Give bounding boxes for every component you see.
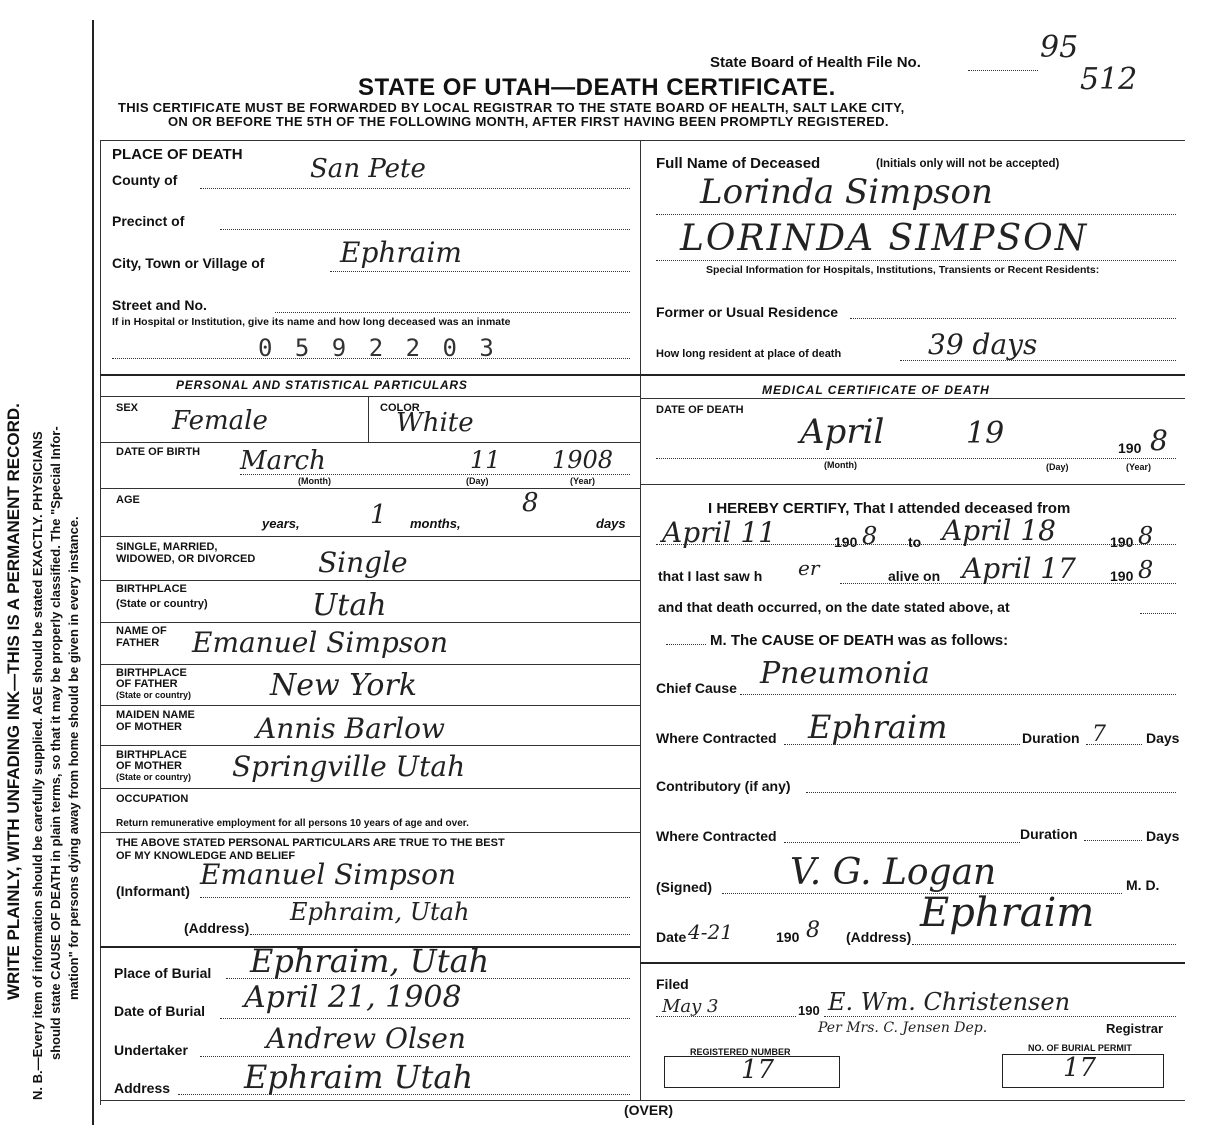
attended-year-1-hw: 8 bbox=[862, 522, 878, 550]
birthplace-label-2: (State or country) bbox=[116, 598, 208, 610]
signed-label: (Signed) bbox=[656, 879, 712, 895]
chief-cause-label: Chief Cause bbox=[656, 680, 737, 696]
age-days-value: 8 bbox=[522, 488, 539, 518]
name-line-1 bbox=[656, 214, 1176, 215]
informant-address-value: Ephraim, Utah bbox=[290, 898, 470, 926]
duration-line bbox=[1086, 744, 1142, 745]
resident-duration-value: 39 days bbox=[928, 328, 1038, 361]
attended-from: April 11 bbox=[662, 516, 776, 549]
file-number-label: State Board of Health File No. bbox=[710, 54, 921, 71]
second-where-line bbox=[784, 842, 1020, 843]
row-rule-9 bbox=[100, 788, 640, 789]
where-contracted-label: Where Contracted bbox=[656, 730, 777, 746]
informant-address-label: (Address) bbox=[184, 920, 250, 936]
special-info-label: Special Information for Hospitals, Institutions, Transients or Recent Residents: bbox=[706, 264, 1100, 276]
precinct-line bbox=[220, 229, 630, 230]
chief-cause-value: Pneumonia bbox=[760, 656, 930, 691]
medical-section-top bbox=[640, 374, 1185, 376]
dob-year: 1908 bbox=[552, 446, 614, 474]
where-contracted-value: Ephraim bbox=[808, 708, 948, 746]
filed-date: May 3 bbox=[662, 996, 719, 1017]
informant-certify-2: OF MY KNOWLEDGE AND BELIEF bbox=[116, 850, 296, 862]
filing-section-top bbox=[640, 962, 1185, 964]
undertaker-address-value: Ephraim Utah bbox=[244, 1058, 474, 1096]
physician-signature: V. G. Logan bbox=[790, 852, 997, 893]
second-days-label: Days bbox=[1146, 828, 1180, 844]
age-months-value: 1 bbox=[370, 500, 387, 530]
mother-value: Annis Barlow bbox=[256, 712, 445, 745]
row-rule-8 bbox=[100, 745, 640, 746]
county-line bbox=[200, 188, 630, 189]
marital-label-2: WIDOWED, OR DIVORCED bbox=[116, 553, 256, 565]
medical-rule-1 bbox=[640, 484, 1185, 485]
row-rule-4 bbox=[100, 580, 640, 581]
father-bp-label-3: (State or country) bbox=[116, 690, 192, 700]
informant-address-line bbox=[250, 934, 630, 935]
contributory-line bbox=[806, 792, 1176, 793]
street-label: Street and No. bbox=[112, 297, 207, 313]
resident-duration-label: How long resident at place of death bbox=[656, 348, 842, 360]
city-label: City, Town or Village of bbox=[112, 255, 265, 271]
last-saw-year: 190 bbox=[1110, 568, 1134, 584]
mother-bp-label-3: (State or country) bbox=[116, 772, 192, 782]
to-label: to bbox=[908, 534, 922, 550]
death-month: April bbox=[800, 412, 885, 452]
informant-certify-1: THE ABOVE STATED PERSONAL PARTICULARS ARE TRUE TO THE BEST bbox=[116, 837, 505, 849]
second-duration-line bbox=[1084, 840, 1142, 841]
row-rule-3 bbox=[100, 536, 640, 537]
row-rule-6 bbox=[100, 664, 640, 665]
top-rule bbox=[100, 140, 1185, 141]
dob-month-caption: (Month) bbox=[298, 476, 331, 486]
filed-label: Filed bbox=[656, 976, 689, 992]
burial-date-value: April 21, 1908 bbox=[244, 980, 462, 1015]
undertaker-value: Andrew Olsen bbox=[266, 1022, 466, 1055]
over-label: (OVER) bbox=[624, 1102, 673, 1118]
burial-place-label: Place of Burial bbox=[114, 965, 212, 981]
full-name-label: Full Name of Deceased bbox=[656, 155, 821, 172]
attended-year-1: 190 bbox=[834, 534, 858, 550]
physician-address-value: Ephraim bbox=[920, 890, 1095, 936]
death-date-line bbox=[656, 458, 1176, 459]
marital-value: Single bbox=[318, 546, 408, 579]
dob-month: March bbox=[240, 446, 326, 476]
registered-number-value: 17 bbox=[741, 1055, 775, 1085]
time-line bbox=[666, 644, 706, 645]
md-label: M. D. bbox=[1126, 877, 1160, 893]
father-bp-value: New York bbox=[270, 668, 417, 703]
medical-heading-rule bbox=[640, 398, 1185, 399]
death-day-caption: (Day) bbox=[1046, 462, 1069, 472]
place-of-death-heading: PLACE OF DEATH bbox=[112, 146, 243, 163]
deceased-name-print: LORINDA SIMPSON bbox=[680, 218, 1089, 259]
marital-label-1: SINGLE, MARRIED, bbox=[116, 541, 218, 553]
row-rule-10 bbox=[100, 832, 640, 833]
instruction-note-2: should state CAUSE OF DEATH in plain terms, so that it may be properly classified. The "Special Infor- bbox=[48, 426, 63, 1060]
city-value: Ephraim bbox=[340, 236, 462, 269]
personal-heading: PERSONAL AND STATISTICAL PARTICULARS bbox=[176, 378, 468, 392]
mother-label-2: OF MOTHER bbox=[116, 721, 182, 733]
age-label: AGE bbox=[116, 494, 140, 506]
color-value: White bbox=[396, 408, 474, 438]
physician-address-label: (Address) bbox=[846, 929, 912, 945]
hospital-note: If in Hospital or Institution, give its name and how long deceased was an inmate bbox=[112, 316, 511, 328]
instruction-note-3: mation" for persons dying away from home should be given in every instance. bbox=[66, 516, 81, 1000]
occupation-label: OCCUPATION bbox=[116, 793, 189, 805]
personal-heading-rule bbox=[100, 396, 640, 397]
file-number-bottom: 512 bbox=[1080, 62, 1138, 97]
registered-number-label: REGISTERED NUMBER bbox=[690, 1047, 791, 1057]
registrar-signature: E. Wm. Christensen bbox=[828, 988, 1071, 1016]
burial-date-line bbox=[220, 1018, 630, 1019]
registered-number-box bbox=[664, 1056, 840, 1088]
precinct-label: Precinct of bbox=[112, 213, 185, 229]
occupation-note: Return remunerative employment for all persons 10 years of age and over. bbox=[116, 818, 469, 829]
residence-label: Former or Usual Residence bbox=[656, 304, 839, 320]
permanent-record-note: WRITE PLAINLY, WITH UNFADING INK—THIS IS A PERMANENT RECORD. bbox=[4, 403, 23, 1000]
dob-year-caption: (Year) bbox=[570, 476, 596, 486]
father-label-1: NAME OF bbox=[116, 625, 167, 637]
medical-heading: MEDICAL CERTIFICATE OF DEATH bbox=[762, 383, 990, 397]
sign-year-printed: 190 bbox=[776, 929, 800, 945]
street-line bbox=[275, 312, 630, 313]
attended-to: April 18 bbox=[942, 514, 1056, 547]
informant-label: (Informant) bbox=[116, 883, 190, 899]
certificate-title: STATE OF UTAH—DEATH CERTIFICATE. bbox=[358, 74, 836, 101]
second-where-label: Where Contracted bbox=[656, 828, 777, 844]
duration-label: Duration bbox=[1022, 730, 1080, 746]
row-rule-7 bbox=[100, 705, 640, 706]
center-divider bbox=[640, 140, 641, 1100]
informant-value: Emanuel Simpson bbox=[200, 858, 457, 891]
mother-label-1: MAIDEN NAME bbox=[116, 709, 195, 721]
residence-line bbox=[850, 318, 1176, 319]
sex-label: SEX bbox=[116, 402, 139, 414]
death-year-handwritten: 8 bbox=[1150, 424, 1168, 457]
deputy-signature: Per Mrs. C. Jensen Dep. bbox=[818, 1020, 988, 1036]
registrar-label: Registrar bbox=[1106, 1021, 1164, 1036]
deceased-name-script: Lorinda Simpson bbox=[700, 172, 993, 212]
personal-section-top bbox=[100, 374, 640, 376]
death-year-printed: 190 bbox=[1118, 440, 1142, 456]
file-number-line bbox=[968, 70, 1038, 71]
father-value: Emanuel Simpson bbox=[192, 626, 449, 659]
death-date-label: DATE OF DEATH bbox=[656, 404, 744, 416]
days-label: days bbox=[596, 516, 626, 531]
months-label: months, bbox=[410, 516, 461, 531]
contributory-label: Contributory (if any) bbox=[656, 778, 791, 794]
last-saw-date: April 17 bbox=[962, 552, 1076, 585]
burial-date-label: Date of Burial bbox=[114, 1003, 206, 1019]
duration-days-label: Days bbox=[1146, 730, 1180, 746]
full-name-note: (Initials only will not be accepted) bbox=[876, 158, 1060, 170]
row-rule-1 bbox=[100, 442, 640, 443]
mother-bp-label-2: OF MOTHER bbox=[116, 760, 182, 772]
stamp-number: 0 5 9 2 2 0 3 bbox=[258, 334, 498, 362]
last-saw-pronoun: er bbox=[798, 556, 820, 580]
undertaker-label: Undertaker bbox=[114, 1042, 188, 1058]
name-line-2 bbox=[656, 260, 1176, 261]
death-day: 19 bbox=[966, 416, 1005, 451]
death-year-caption: (Year) bbox=[1126, 462, 1152, 472]
attended-year-2: 190 bbox=[1110, 534, 1134, 550]
bottom-rule bbox=[100, 1100, 1185, 1101]
birthplace-value: Utah bbox=[312, 588, 387, 623]
father-label-2: FATHER bbox=[116, 637, 160, 649]
burial-place-value: Ephraim, Utah bbox=[250, 942, 490, 980]
sex-color-divider bbox=[368, 396, 369, 442]
certify-text: I HEREBY CERTIFY, That I attended deceased from bbox=[708, 500, 1071, 517]
left-border bbox=[92, 20, 94, 1125]
duration-value: 7 bbox=[1092, 722, 1106, 747]
dob-day: 11 bbox=[470, 446, 501, 474]
father-bp-label-1: BIRTHPLACE bbox=[116, 667, 187, 679]
last-saw-year-hw: 8 bbox=[1138, 556, 1154, 584]
undertaker-address-label: Address bbox=[114, 1080, 171, 1096]
forwarding-instruction-2: ON OR BEFORE THE 5TH OF THE FOLLOWING MONTH, AFTER FIRST HAVING BEEN PROMPTLY REGISTERED. bbox=[168, 114, 889, 129]
father-bp-label-2: OF FATHER bbox=[116, 678, 178, 690]
instruction-note-1: N. B.—Every item of information should be carefully supplied. AGE should be stated EXACTLY. PHYSICIANS bbox=[30, 431, 45, 1100]
row-rule-2 bbox=[100, 488, 640, 489]
chief-cause-line bbox=[740, 694, 1176, 695]
cause-intro: M. The CAUSE OF DEATH was as follows: bbox=[710, 632, 1009, 649]
color-label: COLOR bbox=[380, 402, 420, 414]
sign-date-label: Date bbox=[656, 929, 687, 945]
last-saw-label: that I last saw h bbox=[658, 568, 763, 584]
county-label: County of bbox=[112, 172, 178, 188]
row-rule-5 bbox=[100, 622, 640, 623]
mother-bp-value: Springville Utah bbox=[232, 750, 466, 783]
years-label: years, bbox=[262, 516, 300, 531]
sign-year-hw: 8 bbox=[806, 918, 820, 943]
forwarding-instruction-1: THIS CERTIFICATE MUST BE FORWARDED BY LOCAL REGISTRAR TO THE STATE BOARD OF HEALTH, SALT LAKE CITY, bbox=[118, 100, 905, 115]
burial-permit-box bbox=[1002, 1054, 1164, 1088]
file-number-top: 95 bbox=[1040, 30, 1079, 65]
physician-address-line bbox=[912, 944, 1176, 945]
county-value: San Pete bbox=[310, 154, 426, 184]
undertaker-line bbox=[200, 1056, 630, 1057]
city-line bbox=[330, 271, 630, 272]
death-occurred-label: and that death occurred, on the date stated above, at bbox=[658, 599, 1010, 615]
dob-label: DATE OF BIRTH bbox=[116, 446, 201, 458]
dob-day-caption: (Day) bbox=[466, 476, 489, 486]
sign-date-value: 4-21 bbox=[688, 920, 733, 944]
mother-bp-label-1: BIRTHPLACE bbox=[116, 749, 187, 761]
filed-year-printed: 190 bbox=[798, 1003, 820, 1018]
birthplace-label-1: BIRTHPLACE bbox=[116, 583, 187, 595]
sex-value: Female bbox=[172, 406, 268, 436]
hospital-line bbox=[112, 358, 630, 359]
side-notes bbox=[0, 0, 85, 1135]
death-occurred-line bbox=[1140, 613, 1176, 614]
second-duration-label: Duration bbox=[1020, 826, 1078, 842]
registrar-line bbox=[824, 1016, 1176, 1017]
alive-on-label: alive on bbox=[888, 568, 941, 584]
death-month-caption: (Month) bbox=[824, 460, 857, 470]
burial-permit-value: 17 bbox=[1063, 1053, 1097, 1083]
attended-year-2-hw: 8 bbox=[1138, 522, 1154, 550]
burial-permit-label: NO. OF BURIAL PERMIT bbox=[1028, 1043, 1132, 1053]
